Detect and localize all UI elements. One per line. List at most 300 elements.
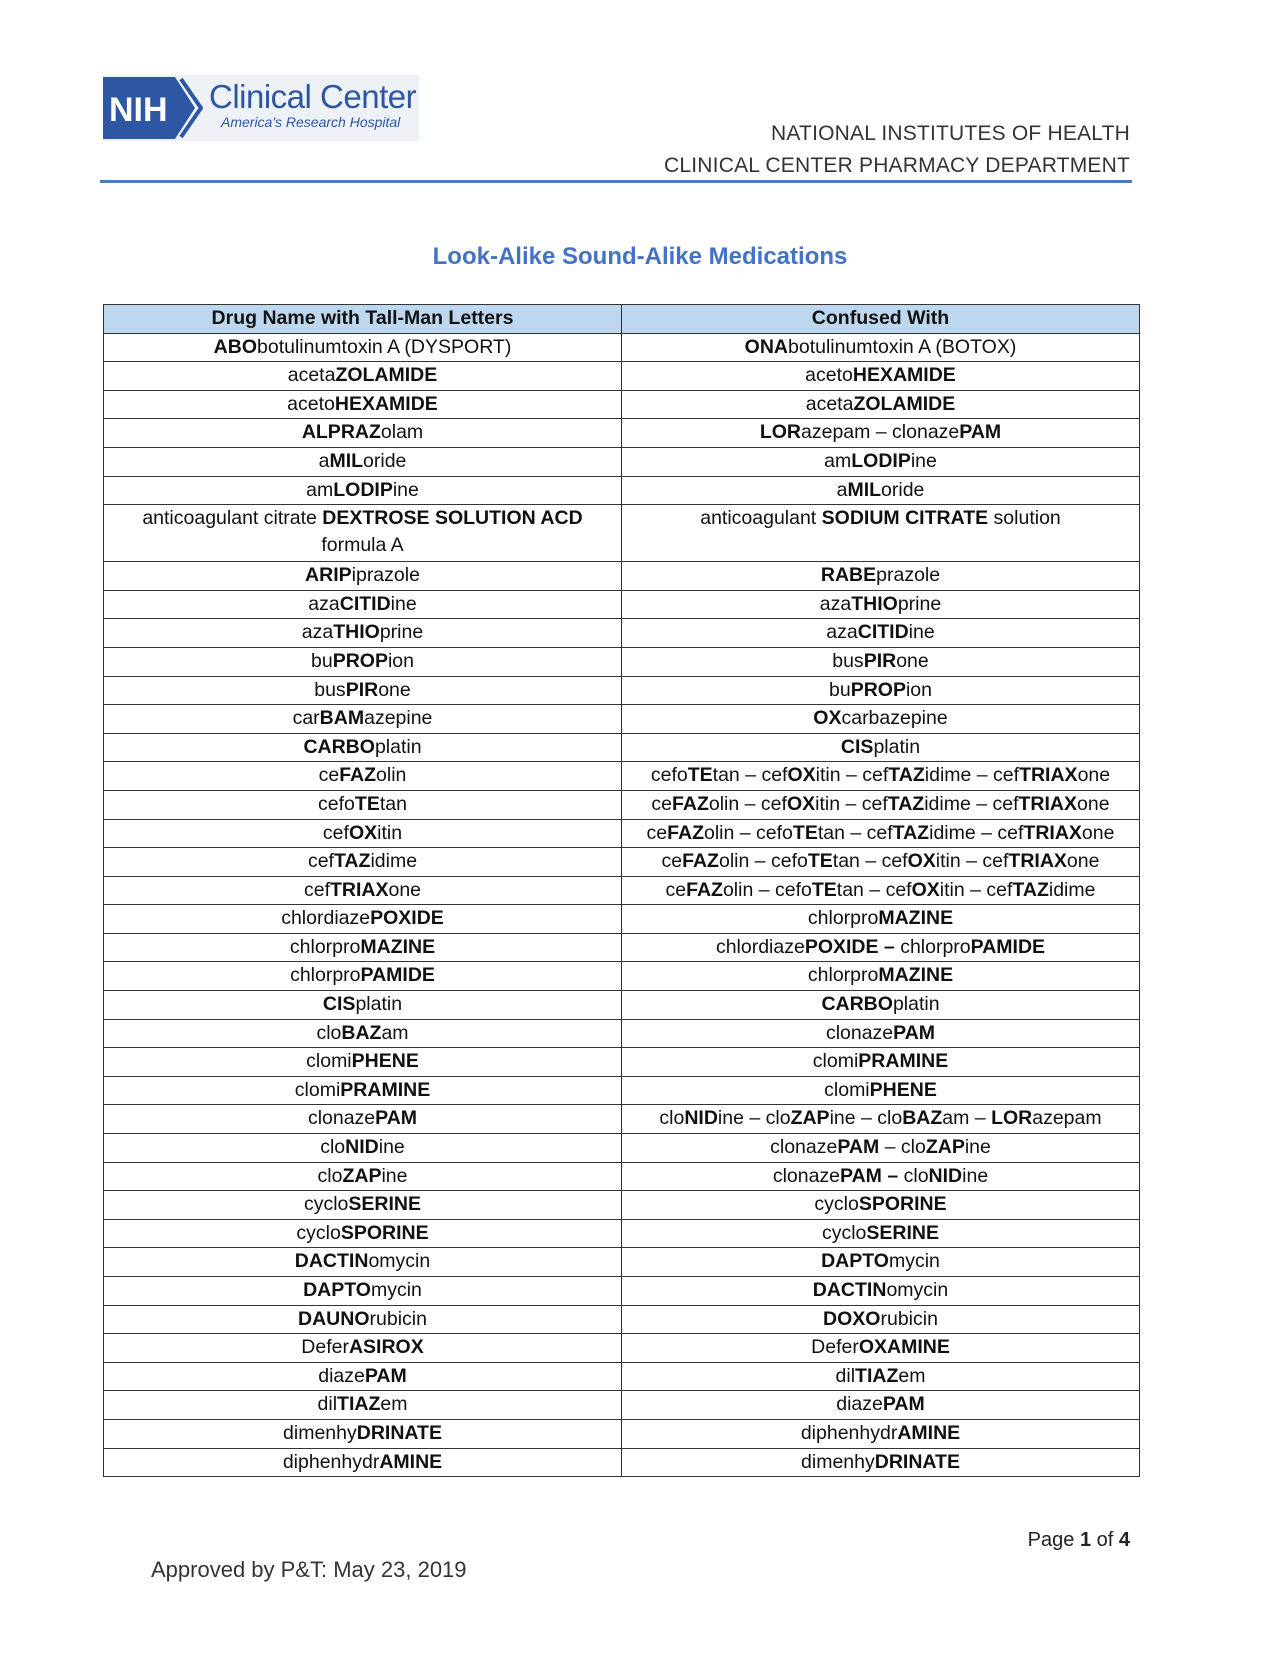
page-label: Page: [1027, 1529, 1075, 1551]
tall-man-letters: LODIP: [333, 478, 393, 501]
drug-name-text: platin: [892, 993, 940, 1016]
drug-name-text: ine – clo: [717, 1107, 791, 1130]
drug-name-text: cef: [307, 850, 334, 873]
drug-name-text: am: [824, 449, 852, 472]
confused-with-cell: [622, 619, 1140, 648]
organization-header: [664, 118, 1130, 182]
tall-man-letters: LODIP: [851, 449, 911, 472]
drug-name-text: cyclo: [821, 1221, 867, 1244]
tall-man-letters: OX: [813, 707, 842, 730]
tall-man-letters: DEXTROSE SOLUTION ACD: [322, 507, 583, 530]
header-divider: [100, 180, 1132, 183]
drug-name-text: cef: [303, 878, 330, 901]
table-row: [104, 1162, 1140, 1191]
tall-man-letters: ZOLAMIDE: [335, 364, 438, 387]
tall-man-letters: ARIP: [305, 564, 352, 587]
table-row: [104, 733, 1140, 762]
tall-man-letters: PHENE: [869, 1078, 937, 1101]
tall-man-letters: CARBO: [303, 735, 375, 758]
table-row: [104, 1219, 1140, 1248]
tall-man-letters: TRIAX: [329, 878, 389, 901]
tall-man-letters: TRIAX: [1018, 792, 1078, 815]
drug-name-cell: [104, 1305, 622, 1334]
tall-man-letters: ABO: [213, 335, 257, 358]
drug-name-text: aza: [301, 621, 334, 644]
tall-man-letters: PAM: [959, 421, 1002, 444]
tall-man-letters: TIAZ: [855, 1364, 899, 1387]
tall-man-letters: MAZINE: [360, 935, 436, 958]
tall-man-letters: PIR: [345, 678, 379, 701]
tall-man-letters: ASIROX: [348, 1336, 424, 1359]
column-header-drug-name: Drug Name with Tall-Man Letters: [104, 305, 622, 334]
table-row: [104, 1419, 1140, 1448]
column-header-confused-with: Confused With: [622, 305, 1140, 334]
drug-name-text: rubicin: [369, 1307, 427, 1330]
confused-with-cell: [622, 676, 1140, 705]
drug-name-text: platin: [355, 993, 403, 1016]
drug-name-text: ce: [318, 764, 340, 787]
drug-name-cell: [104, 905, 622, 934]
table-row: [104, 933, 1140, 962]
drug-name-text: aceto: [287, 392, 335, 415]
drug-name-cell: [104, 762, 622, 791]
drug-name-cell: [104, 1362, 622, 1391]
drug-name-text: platin: [873, 735, 921, 758]
drug-name-text: idime: [370, 850, 418, 873]
tall-man-letters: BAZ: [902, 1107, 943, 1130]
drug-name-text: chlorpro: [894, 935, 971, 958]
drug-name-text: botulinumtoxin A (BOTOX): [788, 335, 1017, 358]
drug-name-text: anticoagulant: [700, 507, 822, 530]
tall-man-letters: TRIAX: [1019, 764, 1078, 787]
confused-with-cell: [622, 905, 1140, 934]
drug-name-text: a: [318, 449, 330, 472]
table-row: [104, 1277, 1140, 1306]
tall-man-letters: PROP: [332, 649, 388, 672]
confused-with-cell: [622, 476, 1140, 505]
drug-name-cell: [104, 1105, 622, 1134]
table-row: [104, 419, 1140, 448]
tall-man-letters: SPORINE: [858, 1193, 947, 1216]
drug-name-text: em: [898, 1364, 926, 1387]
table-row: [104, 1448, 1140, 1477]
drug-name-text: chlorpro: [289, 935, 361, 958]
table-row: [104, 905, 1140, 934]
confused-with-cell: [622, 1076, 1140, 1105]
table-row: [104, 705, 1140, 734]
confused-with-cell: [622, 1248, 1140, 1277]
tall-man-letters: FAZ: [667, 821, 704, 844]
table-row: [104, 1191, 1140, 1220]
drug-name-text: am: [306, 478, 334, 501]
confused-with-cell: [622, 1391, 1140, 1420]
tall-man-letters: PAM: [375, 1107, 418, 1130]
approval-note: Approved by P&T: May 23, 2019: [151, 1557, 467, 1582]
tall-man-letters: NID: [684, 1107, 718, 1130]
tall-man-letters: PIR: [863, 649, 897, 672]
tall-man-letters: TAZ: [888, 764, 925, 787]
drug-name-text: itin: [377, 821, 403, 844]
table-header-row: [104, 305, 1140, 334]
tall-man-letters: TAZ: [1012, 878, 1049, 901]
confused-with-cell: [622, 933, 1140, 962]
nih-clinical-center-logo: [103, 75, 419, 141]
drug-name-cell: [104, 790, 622, 819]
table-row: [104, 505, 1140, 562]
drug-name-text: ce: [646, 821, 668, 844]
drug-name-text: bus: [832, 649, 864, 672]
confused-with-cell: [622, 447, 1140, 476]
tall-man-letters: MIL: [329, 449, 364, 472]
tall-man-letters: TIAZ: [337, 1393, 381, 1416]
drug-name-text: one: [1077, 792, 1110, 815]
tall-man-letters: FAZ: [686, 878, 723, 901]
drug-name-text: chlorpro: [290, 964, 361, 987]
drug-name-text: ion: [905, 678, 932, 701]
drug-name-text: chlordiaze: [715, 935, 805, 958]
drug-name-text: one: [1081, 821, 1115, 844]
drug-name-text: chlordiaze: [281, 907, 371, 930]
confused-with-cell: [622, 1219, 1140, 1248]
drug-name-text: itin – cef: [815, 792, 888, 815]
table-row: [104, 390, 1140, 419]
drug-name-text: clo: [659, 1107, 685, 1130]
drug-name-text: em: [380, 1393, 408, 1416]
drug-name-text: ine: [964, 1136, 991, 1159]
confused-with-cell: [622, 647, 1140, 676]
confused-with-cell: [622, 505, 1140, 562]
drug-name-text: ce: [665, 878, 687, 901]
confused-with-cell: [622, 590, 1140, 619]
table-row: [104, 1076, 1140, 1105]
drug-name-cell: [104, 819, 622, 848]
confused-with-cell: [622, 790, 1140, 819]
drug-name-cell: [104, 1076, 622, 1105]
drug-name-cell: [104, 1019, 622, 1048]
drug-name-text: am: [381, 1021, 409, 1044]
drug-name-cell: [104, 962, 622, 991]
page-of: of: [1096, 1529, 1114, 1551]
drug-name-cell: [104, 1191, 622, 1220]
tall-man-letters: MAZINE: [878, 964, 954, 987]
drug-name-text: chlorpro: [807, 907, 879, 930]
confused-with-cell: [622, 1362, 1140, 1391]
drug-name-text: olin – cef: [708, 792, 787, 815]
drug-name-text: ine: [390, 592, 417, 615]
drug-name-text: bu: [311, 649, 333, 672]
drug-name-cell: [104, 562, 622, 591]
tall-man-letters: TAZ: [333, 850, 371, 873]
drug-name-cell: [104, 933, 622, 962]
drug-name-text: clonaze: [772, 1164, 841, 1187]
table-row: [104, 848, 1140, 877]
drug-name-text: olin – cefo: [704, 821, 793, 844]
drug-name-cell: [104, 1419, 622, 1448]
drug-name-cell: [104, 476, 622, 505]
medications-table: [103, 304, 1140, 1477]
table-row: [104, 991, 1140, 1020]
drug-name-text: ion: [387, 649, 414, 672]
tall-man-letters: LOR: [759, 421, 801, 444]
drug-name-cell: [104, 1334, 622, 1363]
drug-name-text: mycin: [370, 1279, 422, 1301]
table-row: [104, 1048, 1140, 1077]
drug-name-text: ine: [962, 1164, 989, 1187]
tall-man-letters: CITID: [339, 592, 391, 615]
drug-name-text: idime – cef: [924, 764, 1020, 787]
drug-name-cell: [104, 1277, 622, 1306]
table-row: [104, 1019, 1140, 1048]
drug-name-text: iprazole: [351, 564, 420, 587]
drug-name-text: olin: [376, 764, 407, 787]
confused-with-cell: [622, 733, 1140, 762]
drug-name-text: a: [836, 478, 848, 501]
drug-name-text: Defer: [811, 1336, 859, 1359]
drug-name-text: mycin: [888, 1250, 940, 1273]
drug-name-text: bus: [314, 678, 346, 701]
confused-with-cell: [622, 390, 1140, 419]
drug-name-text: cefo: [318, 792, 355, 815]
drug-name-text: – clo: [879, 1136, 926, 1159]
drug-name-text: tan – cef: [712, 764, 788, 787]
tall-man-letters: LOR: [991, 1107, 1033, 1130]
drug-name-cell: [104, 1391, 622, 1420]
drug-name-text: ine: [378, 1136, 405, 1159]
drug-name-cell: [104, 848, 622, 877]
tall-man-letters: OX: [786, 792, 816, 815]
table-row: [104, 1391, 1140, 1420]
drug-name-text: clo: [898, 1164, 929, 1187]
tall-man-letters: CIS: [322, 993, 356, 1016]
drug-name-text: formula A: [321, 534, 404, 557]
drug-name-cell: [104, 447, 622, 476]
table-row: [104, 362, 1140, 391]
tall-man-letters: DRINATE: [356, 1421, 442, 1444]
drug-name-text: clo: [320, 1136, 346, 1159]
confused-with-cell: [622, 1191, 1140, 1220]
drug-name-text: olam: [380, 421, 424, 444]
table-row: [104, 1105, 1140, 1134]
page-number: [1028, 1529, 1130, 1552]
tall-man-letters: RABE: [820, 564, 877, 587]
tall-man-letters: DAUNO: [298, 1307, 370, 1330]
drug-name-text: oride: [881, 478, 925, 501]
drug-name-cell: [104, 1448, 622, 1477]
drug-name-text: cef: [322, 821, 349, 844]
tall-man-letters: AMINE: [897, 1421, 961, 1444]
confused-with-cell: [622, 419, 1140, 448]
tall-man-letters: SERINE: [866, 1221, 940, 1244]
drug-name-text: azepine: [364, 707, 433, 730]
table-row: [104, 819, 1140, 848]
tall-man-letters: TE: [687, 764, 713, 787]
drug-name-text: bu: [829, 678, 851, 701]
tall-man-letters: HEXAMIDE: [852, 364, 956, 387]
drug-name-text: botulinumtoxin A (DYSPORT): [257, 335, 512, 358]
tall-man-letters: FAZ: [682, 850, 719, 873]
drug-name-cell: [104, 1134, 622, 1163]
drug-name-text: tan: [379, 792, 407, 815]
confused-with-cell: [622, 1334, 1140, 1363]
drug-name-text: platin: [374, 735, 422, 758]
tall-man-letters: SPORINE: [340, 1221, 429, 1244]
tall-man-letters: NID: [345, 1136, 379, 1159]
tall-man-letters: DACTIN: [812, 1279, 887, 1301]
confused-with-cell: [622, 1134, 1140, 1163]
drug-name-cell: [104, 1162, 622, 1191]
drug-name-text: one: [896, 649, 929, 672]
tall-man-letters: PRAMINE: [858, 1050, 949, 1073]
drug-name-text: idime: [1048, 878, 1096, 901]
drug-name-cell: [104, 647, 622, 676]
drug-name-cell: [104, 390, 622, 419]
confused-with-cell: [622, 1162, 1140, 1191]
drug-name-text: aza: [819, 592, 852, 615]
tall-man-letters: PAM: [893, 1021, 936, 1044]
tall-man-letters: MIL: [847, 478, 882, 501]
drug-name-text: dil: [317, 1393, 338, 1416]
confused-with-cell: [622, 1277, 1140, 1306]
drug-name-cell: [104, 991, 622, 1020]
drug-name-text: clomi: [294, 1078, 341, 1101]
drug-name-text: dimenhy: [283, 1421, 357, 1444]
tall-man-letters: OX: [911, 878, 940, 901]
tall-man-letters: POXIDE –: [804, 935, 895, 958]
tall-man-letters: PAMIDE: [360, 964, 435, 987]
drug-name-text: omycin: [368, 1250, 431, 1273]
table-row: [104, 762, 1140, 791]
drug-name-text: diaze: [318, 1364, 365, 1387]
nih-logo-mark: [103, 75, 203, 141]
drug-name-cell: [104, 505, 622, 562]
drug-name-text: one: [388, 878, 422, 901]
drug-name-text: prazole: [876, 564, 941, 587]
drug-name-text: azepam: [1032, 1107, 1102, 1130]
confused-with-cell: [622, 876, 1140, 905]
drug-name-text: chlorpro: [807, 964, 879, 987]
table-row: [104, 333, 1140, 362]
drug-name-text: diphenhydr: [800, 1421, 898, 1444]
confused-with-cell: [622, 705, 1140, 734]
table-row: [104, 476, 1140, 505]
drug-name-text: aza: [826, 621, 858, 644]
drug-name-text: dil: [835, 1364, 856, 1387]
drug-name-text: aceto: [805, 364, 853, 387]
table-row: [104, 876, 1140, 905]
tall-man-letters: PAM: [364, 1364, 407, 1387]
tall-man-letters: PAM: [837, 1136, 880, 1159]
department-name: CLINICAL CENTER PHARMACY DEPARTMENT: [664, 154, 1130, 177]
tall-man-letters: THIO: [333, 621, 380, 644]
drug-name-text: clonaze: [307, 1107, 376, 1130]
logo-subtitle: America's Research Hospital: [221, 114, 401, 130]
tall-man-letters: PHENE: [351, 1050, 419, 1073]
drug-name-cell: [104, 590, 622, 619]
tall-man-letters: PAMIDE: [970, 935, 1046, 958]
tall-man-letters: BAM: [319, 707, 365, 730]
tall-man-letters: CIS: [840, 735, 874, 758]
tall-man-letters: TAZ: [892, 821, 930, 844]
confused-with-cell: [622, 362, 1140, 391]
drug-name-text: ine: [910, 449, 937, 472]
drug-name-cell: [104, 619, 622, 648]
drug-name-text: clomi: [306, 1050, 352, 1073]
tall-man-letters: TE: [792, 821, 818, 844]
tall-man-letters: ALPRAZ: [301, 421, 381, 444]
tall-man-letters: PAM: [882, 1393, 925, 1416]
confused-with-cell: [622, 1048, 1140, 1077]
drug-name-text: ce: [651, 792, 673, 815]
drug-name-text: itin – cef: [815, 764, 889, 787]
drug-name-text: solution: [988, 507, 1061, 530]
tall-man-letters: OXAMINE: [858, 1336, 950, 1359]
drug-name-text: ine: [381, 1164, 408, 1187]
drug-name-text: prine: [897, 592, 942, 615]
logo-title: Clinical Center: [209, 78, 417, 115]
drug-name-text: itin – cef: [939, 878, 1013, 901]
drug-name-text: ine: [908, 621, 935, 644]
confused-with-cell: [622, 1305, 1140, 1334]
confused-with-cell: [622, 1448, 1140, 1477]
tall-man-letters: THIO: [851, 592, 898, 615]
tall-man-letters: ZAP: [790, 1107, 830, 1130]
drug-name-cell: [104, 419, 622, 448]
tall-man-letters: DAPTO: [303, 1279, 371, 1301]
table-row: [104, 676, 1140, 705]
table-row: [104, 962, 1140, 991]
drug-name-text: carbazepine: [841, 707, 948, 730]
confused-with-cell: [622, 1419, 1140, 1448]
drug-name-cell: [104, 676, 622, 705]
drug-name-text: one: [1077, 764, 1111, 787]
tall-man-letters: AMINE: [379, 1450, 443, 1473]
tall-man-letters: SODIUM CITRATE: [821, 507, 989, 530]
tall-man-letters: ZOLAMIDE: [853, 392, 956, 415]
drug-name-text: idime – cef: [924, 792, 1019, 815]
tall-man-letters: POXIDE: [370, 907, 444, 930]
drug-name-cell: [104, 876, 622, 905]
drug-name-text: car: [292, 707, 320, 730]
tall-man-letters: OX: [907, 850, 936, 873]
confused-with-cell: [622, 962, 1140, 991]
tall-man-letters: ONA: [744, 335, 788, 358]
drug-name-text: clo: [317, 1164, 343, 1187]
drug-name-cell: [104, 1219, 622, 1248]
drug-name-text: cyclo: [814, 1193, 859, 1216]
drug-name-cell: [104, 1248, 622, 1277]
organization-name: NATIONAL INSTITUTES OF HEALTH: [771, 122, 1130, 145]
tall-man-letters: OX: [787, 764, 816, 787]
tall-man-letters: BAZ: [341, 1021, 382, 1044]
tall-man-letters: PAM –: [840, 1164, 899, 1187]
drug-name-text: ce: [661, 850, 683, 873]
table-row: [104, 1305, 1140, 1334]
drug-name-text: clonaze: [825, 1021, 894, 1044]
tall-man-letters: FAZ: [339, 764, 377, 787]
drug-name-text: clomi: [824, 1078, 870, 1101]
drug-name-text: cefo: [650, 764, 688, 787]
tall-man-letters: MAZINE: [878, 907, 954, 930]
drug-name-text: aceta: [287, 364, 336, 387]
tall-man-letters: TAZ: [887, 792, 925, 815]
table-row: [104, 1362, 1140, 1391]
drug-name-text: anticoagulant citrate: [142, 507, 323, 530]
drug-name-cell: [104, 362, 622, 391]
drug-name-text: ine – clo: [829, 1107, 903, 1130]
drug-name-text: one: [1066, 850, 1100, 873]
tall-man-letters: DACTIN: [294, 1250, 369, 1273]
table-row: [104, 790, 1140, 819]
